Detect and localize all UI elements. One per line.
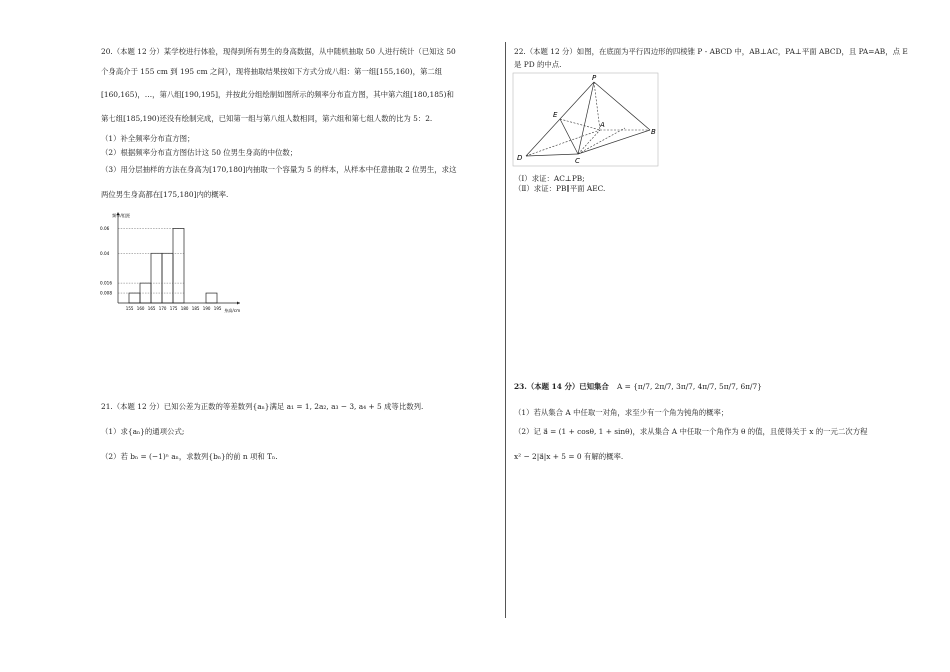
edge-DA: [526, 130, 600, 156]
q20-sub-3: （3）用分层抽样的方法在身高为[170,180]内抽取一个容量为 5 的样本，从样本中任意抽取 2 位男生，求这: [101, 165, 457, 174]
q20-line-2: 个身高介于 155 cm 到 195 cm 之间），现将抽取结果按如下方式分成八组：第一组[155,160)，第二组: [101, 67, 443, 76]
x-axis-label: 身高/cm: [224, 308, 241, 313]
histogram-bar: [162, 253, 173, 303]
histogram-bar: [129, 293, 140, 303]
q23-set-A: A = {π/7, 2π/7, 3π/7, 4π/7, 5π/7, 6π/7}: [617, 382, 762, 391]
label-P: P: [592, 74, 597, 82]
label-A: A: [600, 121, 605, 129]
q20-line-3: [160,165)，…，第八组[190,195]，并按此分组绘制如图所示的频率分布直方图，其中第六组[180,185)和: [101, 90, 454, 99]
histogram-bar: [173, 228, 184, 303]
label-B: B: [651, 128, 656, 136]
q23-sub-2: （2）记 a⃗ = (1 + cosθ, 1 + sinθ)，求从集合 A 中任取一个角作为 θ 的值，且使得关于 x 的一元二次方程: [514, 427, 868, 436]
q22-line-2: 是 PD 的中点.: [514, 60, 562, 69]
q21-line-1: 21.（本题 12 分）已知公差为正数的等差数列{aₙ}满足 a₁ = 1, 2a₂, a₃ − 3, a₄ + 5 成等比数列.: [101, 402, 424, 411]
x-tick-label: 160: [136, 306, 145, 311]
q20-sub-4: 两位男生身高都在[175,180]内的概率.: [101, 190, 229, 199]
label-C: C: [575, 157, 580, 165]
q20-line-4: 第七组[185,190)还没有绘制完成，已知第一组与第八组人数相同，第六组和第七组人数的比为 5：2.: [101, 114, 433, 123]
edge-EC: [560, 119, 578, 154]
q20-sub-1: （1）补全频率分布直方图；: [101, 134, 195, 143]
x-tick-label: 175: [169, 306, 178, 311]
q23-sub-1: （1）若从集合 A 中任取一对角，求至少有一个角为钝角的概率；: [514, 408, 729, 417]
label-D: D: [517, 154, 523, 162]
edge-EA: [560, 119, 600, 130]
y-tick-label: 0.04: [100, 250, 110, 256]
q22-line-1: 22.（本题 12 分）如图，在底面为平行四边形的四棱锥 P - ABCD 中，AB⊥AC，PA⊥平面 ABCD，且 PA=AB，点 E: [514, 47, 908, 56]
histogram-bar: [151, 253, 162, 303]
frequency-histogram: [98, 208, 248, 320]
q20-line-1: 20.（本题 12 分）某学校进行体验，现得到所有男生的身高数据，从中随机抽取 50 人进行统计（已知这 50: [101, 47, 456, 56]
x-axis-arrow: [237, 302, 240, 305]
y-axis-label: 频率/组距: [112, 213, 131, 218]
q20-sub-2: （2）根据频率分布直方图估计这 50 位男生身高的中位数；: [101, 148, 298, 157]
x-tick-label: 165: [147, 306, 156, 311]
label-E: E: [553, 111, 558, 119]
x-tick-label: 155: [125, 306, 134, 311]
edge-CB: [578, 130, 650, 154]
y-tick-label: 0.06: [100, 225, 110, 231]
x-tick-label: 195: [213, 306, 222, 311]
x-tick-label: 185: [191, 306, 200, 311]
y-tick-label: 0.016: [100, 280, 112, 286]
q21-sub-1: （1）求{aₙ}的通项公式;: [101, 427, 185, 436]
q21-sub-2: （2）若 bₙ = (−1)ⁿ aₙ，求数列{bₙ}的前 n 项和 Tₙ.: [101, 452, 278, 461]
q22-sub-2: （Ⅱ）求证：PB∥平面 AEC.: [514, 184, 606, 193]
q23-sub-3: x² − 2|a⃗|x + 5 = 0 有解的概率.: [514, 452, 624, 461]
edge-PC: [578, 82, 594, 154]
pyramid-figure: [512, 72, 662, 168]
x-tick-label: 180: [180, 306, 189, 311]
histogram-bar: [206, 293, 217, 303]
x-tick-label: 170: [158, 306, 167, 311]
column-divider: [505, 42, 506, 618]
x-tick-label: 190: [202, 306, 211, 311]
q22-sub-1: （Ⅰ）求证：AC⊥PB;: [514, 174, 585, 183]
y-tick-label: 0.008: [100, 290, 112, 296]
edge-DC: [526, 154, 578, 156]
q23-line-1: 23.（本题 14 分）已知集合: [514, 382, 609, 391]
